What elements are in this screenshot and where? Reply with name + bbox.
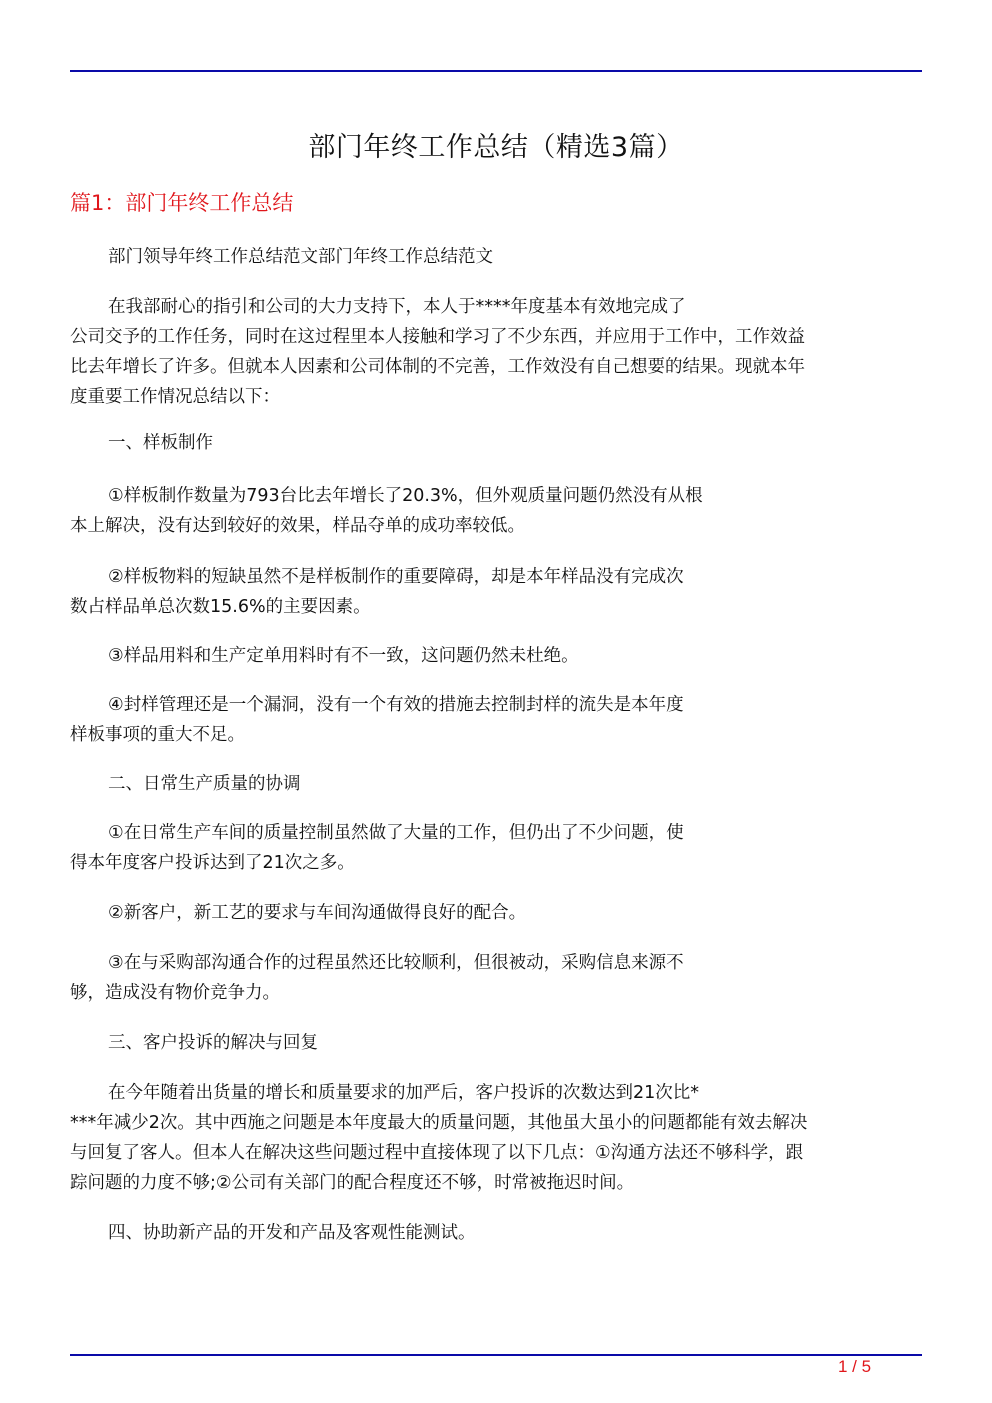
paragraph	[70, 562, 915, 622]
paragraph-line: ④封样管理还是一个漏洞，没有一个有效的措施去控制封样的流失是本年度	[108, 695, 684, 715]
paragraph-line: 样板事项的重大不足。	[70, 725, 245, 745]
page-indicator: 1 / 5	[838, 1357, 872, 1376]
paragraph-line: 得本年度客户投诉达到了21次之多。	[70, 853, 355, 873]
paragraph-line: 本上解决，没有达到较好的效果，样品夺单的成功率较低。	[70, 516, 525, 536]
paragraph	[70, 1078, 915, 1198]
paragraph-line: ③在与采购部沟通合作的过程虽然还比较顺利，但很被动，采购信息来源不	[108, 953, 684, 973]
paragraph-line: 踪问题的力度不够;②公司有关部门的配合程度还不够，时常被拖迟时间。	[70, 1173, 635, 1193]
paragraph	[70, 481, 915, 541]
paragraph	[70, 1218, 915, 1248]
paragraph-line: 够，造成没有物价竞争力。	[70, 983, 280, 1003]
paragraph-line: 度重要工作情况总结以下：	[70, 387, 280, 407]
paragraph	[70, 818, 915, 878]
paragraph-line: 四、协助新产品的开发和产品及客观性能测试。	[108, 1223, 476, 1243]
paragraph-line: ①样板制作数量为793台比去年增长了20.3%，但外观质量问题仍然没有从根	[108, 486, 703, 506]
paragraph	[70, 641, 915, 671]
paragraph	[70, 769, 915, 799]
paragraph	[70, 428, 915, 458]
paragraph	[70, 898, 915, 928]
paragraph	[70, 1028, 915, 1058]
paragraph-line: 数占样品单总次数15.6%的主要因素。	[70, 597, 371, 617]
paragraph-line: 部门领导年终工作总结范文部门年终工作总结范文	[108, 247, 493, 267]
paragraph-line: ②样板物料的短缺虽然不是样板制作的重要障碍，却是本年样品没有完成次	[108, 567, 684, 587]
paragraph-line: 比去年增长了许多。但就本人因素和公司体制的不完善，工作效没有自己想要的结果。现就本年	[70, 357, 805, 377]
document-title: 部门年终工作总结（精选3篇）	[308, 132, 684, 163]
paragraph-line: 在我部耐心的指引和公司的大力支持下，本人于****年度基本有效地完成了	[108, 297, 686, 317]
header-rule	[70, 70, 922, 72]
paragraph-line: 一、样板制作	[108, 433, 213, 453]
section-heading: 篇1：部门年终工作总结	[70, 191, 294, 215]
paragraph-line: 公司交予的工作任务，同时在这过程里本人接触和学习了不少东西，并应用于工作中，工作效益	[70, 327, 805, 347]
paragraph-line: 三、客户投诉的解决与回复	[108, 1033, 318, 1053]
paragraph-line: 与回复了客人。但本人在解决这些问题过程中直接体现了以下几点：①沟通方法还不够科学，跟	[70, 1143, 804, 1163]
paragraph-line: 二、日常生产质量的协调	[108, 774, 301, 794]
paragraph	[70, 948, 915, 1008]
paragraph	[70, 242, 915, 272]
paragraph-line: 在今年随着出货量的增长和质量要求的加严后，客户投诉的次数达到21次比*	[108, 1083, 700, 1103]
paragraph-line: ③样品用料和生产定单用料时有不一致，这问题仍然未杜绝。	[108, 646, 579, 666]
footer-rule	[70, 1354, 922, 1356]
paragraph	[70, 690, 915, 750]
paragraph-line: ***年减少2次。其中西施之问题是本年度最大的质量问题，其他虽大虽小的问题都能有效去解决	[70, 1113, 808, 1133]
paragraph-line: ①在日常生产车间的质量控制虽然做了大量的工作，但仍出了不少问题，使	[108, 823, 684, 843]
paragraph	[70, 292, 915, 412]
paragraph-line: ②新客户，新工艺的要求与车间沟通做得良好的配合。	[108, 903, 527, 923]
